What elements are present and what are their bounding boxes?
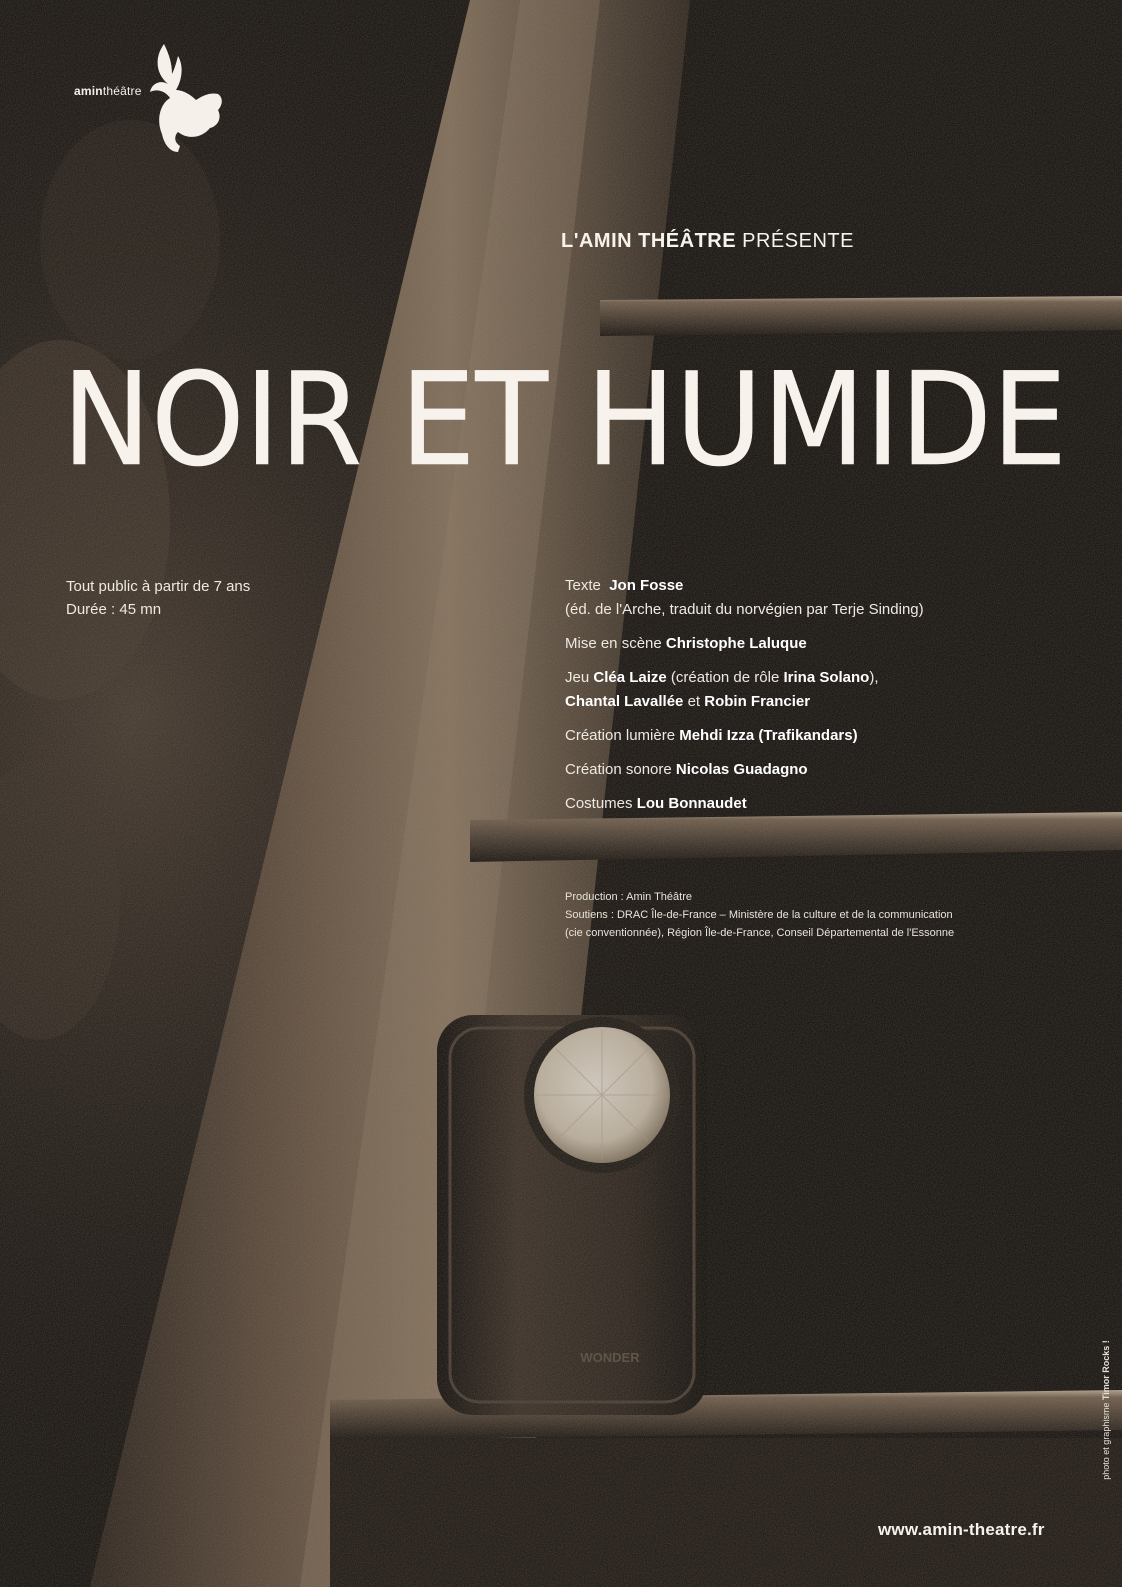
credit-label: Création lumière (565, 727, 676, 744)
credit-note: ), (869, 669, 879, 686)
production-info (565, 888, 954, 942)
credit-name: Nicolas Guadagno (675, 761, 808, 778)
credit-texte (565, 575, 1025, 597)
credit-label: Mise en scène (565, 635, 662, 652)
credit-name: Lou Bonnaudet (636, 795, 747, 812)
production-line: Production : Amin Théâtre (565, 891, 692, 903)
credit-sonore (565, 759, 1025, 781)
credit-label: Texte (565, 577, 601, 594)
logo-name-bold: amin (74, 84, 103, 98)
photo-credit-label: photo et graphisme (1101, 1402, 1111, 1480)
credit-texte-note: (éd. de l'Arche, traduit du norvégien par Terje Sinding) (565, 601, 924, 618)
winged-figure-icon (144, 40, 226, 158)
credit-label: Costumes (565, 795, 633, 812)
audience-info (66, 575, 250, 621)
credit-name: Christophe Laluque (665, 635, 807, 652)
credit-costumes (565, 793, 1025, 815)
presents-word: PRÉSENTE (742, 230, 854, 252)
support-line: Soutiens : DRAC Île-de-France – Ministère de la culture et de la communication (565, 909, 953, 921)
credit-name: Robin Francier (704, 693, 811, 710)
logo-name-regular: théâtre (102, 84, 142, 98)
credit-lumiere (565, 725, 1025, 747)
credits-block (565, 575, 1025, 827)
show-title-text: NOIR ET HUMIDE (62, 352, 1067, 482)
credit-conjunction: et (687, 693, 701, 710)
audience-age: Tout public à partir de 7 ans (66, 578, 251, 595)
company-name: L'AMIN THÉÂTRE (561, 230, 737, 252)
presents-line (561, 230, 854, 253)
show-duration: Durée : 45 mn (66, 601, 162, 618)
photo-credit-text (1101, 1340, 1111, 1479)
credit-mise-en-scene (565, 633, 1025, 655)
support-line-continued: (cie conventionnée), Région Île-de-France, Conseil Départemental de l'Essonne (565, 927, 955, 939)
credit-name: Cléa Laize (593, 669, 667, 686)
photo-credit-name: Timor Rocks ! (1101, 1340, 1111, 1401)
show-title (62, 352, 1072, 482)
credit-jeu-continued (565, 691, 1025, 713)
credit-name: Jon Fosse (609, 577, 684, 594)
amin-theatre-logo (70, 40, 230, 160)
credit-name: Mehdi Izza (Trafikandars) (679, 727, 858, 744)
credit-label: Jeu (565, 669, 590, 686)
credit-jeu (565, 667, 1025, 689)
website-link[interactable]: www.amin-theatre.fr (878, 1520, 1045, 1539)
logo-wordmark (74, 84, 142, 98)
credit-note: (création de rôle (670, 669, 780, 686)
photo-credit (1096, 1330, 1116, 1490)
credit-label: Création sonore (565, 761, 672, 778)
credit-name: Irina Solano (783, 669, 870, 686)
credit-name: Chantal Lavallée (565, 693, 684, 710)
